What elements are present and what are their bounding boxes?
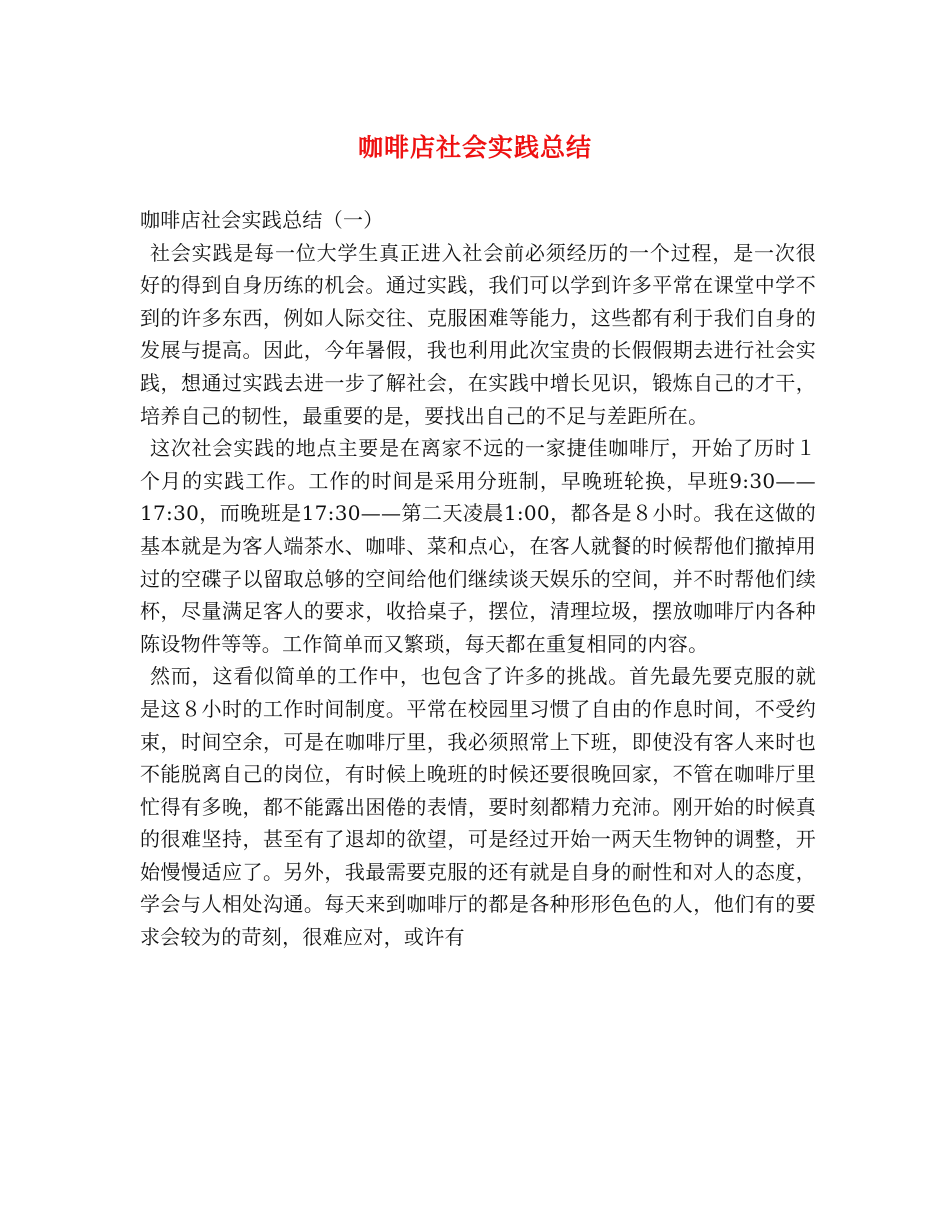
section-heading: 咖啡店社会实践总结（一）: [140, 208, 384, 232]
paragraph-2: 这次社会实践的地点主要是在离家不远的一家捷佳咖啡厅，开始了历时１个月的实践工作。工作的时间是采用分班制，早晚班轮换，早班9:30——17:30，而晚班是17:30——第二天凌晨1:00，都各是８小时。我在这做的基本就是为客人端茶水、咖啡、菜和点心，在客人就餐的时候帮他们撤掉用过的空碟子以留取总够的空间给他们继续谈天娱乐的空间，并不时帮他们续杯，尽量满足客人的要求，收拾桌子，摆位，清理垃圾，摆放咖啡厅内各种陈设物件等等。工作简单而又繁琐，每天都在重复相同的内容。: [140, 436, 816, 656]
document-title: 咖啡店社会实践总结: [357, 133, 592, 162]
paragraph-1: 社会实践是每一位大学生真正进入社会前必须经历的一个过程，是一次很好的得到自身历练的机会。通过实践，我们可以学到许多平常在课堂中学不到的许多东西，例如人际交往、克服困难等能力，这些都有利于我们自身的发展与提高。因此，今年暑假，我也利用此次宝贵的长假假期去进行社会实践，想通过实践去进一步了解社会，在实践中增长见识，锻炼自己的才干，培养自己的韧性，最重要的是，要找出自己的不足与差距所在。: [140, 240, 816, 428]
paragraph-3: 然而，这看似简单的工作中，也包含了许多的挑战。首先最先要克服的就是这８小时的工作时间制度。平常在校园里习惯了自由的作息时间，不受约束，时间空余，可是在咖啡厅里，我必须照常上下班，即使没有客人来时也不能脱离自己的岗位，有时候上晚班的时候还要很晚回家，不管在咖啡厅里忙得有多晚，都不能露出困倦的表情，要时刻都精力充沛。刚开始的时候真的很难坚持，甚至有了退却的欲望，可是经过开始一两天生物钟的调整，开始慢慢适应了。另外，我最需要克服的还有就是自身的耐性和对人的态度，学会与人相处沟通。每天来到咖啡厅的都是各种形形色色的人，他们有的要求会较为的苛刻，很难应对，或许有: [140, 664, 816, 950]
document-body: [140, 204, 816, 954]
